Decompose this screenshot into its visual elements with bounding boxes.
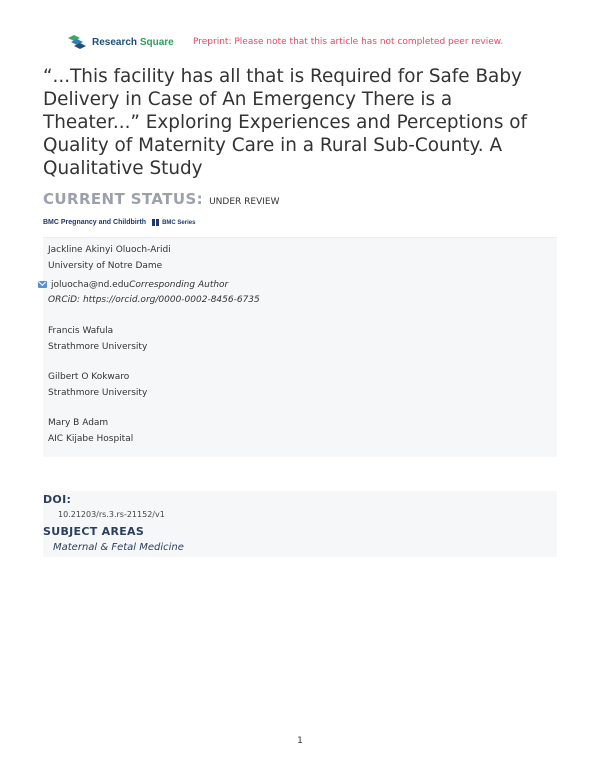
mail-icon	[38, 281, 47, 288]
author-entry	[48, 323, 147, 355]
title-line: Quality of Maternity Care in a Rural Sub-County. A	[43, 135, 503, 156]
research-square-logo-icon	[67, 34, 89, 50]
title-line: Delivery in Case of An Emergency There is a	[43, 89, 453, 110]
author-name: Francis Wafula	[48, 326, 114, 336]
author-name: Mary B Adam	[48, 418, 109, 428]
title-line: Qualitative Study	[43, 158, 203, 179]
article-title	[43, 65, 563, 180]
page-header	[67, 34, 547, 52]
bmc-series-icon	[152, 219, 160, 226]
status-label: CURRENT STATUS:	[43, 190, 204, 208]
corresponding-contact	[38, 278, 260, 308]
orcid-link[interactable]: ORCiD: https://orcid.org/0000-0002-8456-6735	[48, 295, 260, 305]
current-status	[43, 190, 279, 208]
page-number: 1	[297, 736, 303, 746]
doi-link[interactable]: 10.21203/rs.3.rs-21152/v1	[58, 510, 165, 519]
corresponding-author-label: Corresponding Author	[129, 280, 229, 290]
subject-areas-label: SUBJECT AREAS	[43, 525, 145, 538]
journal-series: BMC Series	[162, 219, 196, 226]
author-email[interactable]: joluocha@nd.edu	[51, 280, 130, 290]
author-affiliation: Strathmore University	[48, 342, 148, 352]
subject-area-link[interactable]: Maternal & Fetal Medicine	[53, 542, 184, 553]
author-affiliation: AIC Kijabe Hospital	[48, 434, 134, 444]
preprint-notice: Preprint: Please note that this article has not completed peer review.	[193, 37, 504, 47]
journal-name: BMC Pregnancy and Childbirth	[43, 219, 147, 226]
author-entry	[48, 242, 171, 274]
status-value: UNDER REVIEW	[209, 197, 280, 207]
title-line: “...This facility has all that is Required for Safe Baby	[43, 66, 522, 87]
title-line: Theater...” Exploring Experiences and Perceptions of	[43, 112, 527, 133]
author-name: Jackline Akinyi Oluoch-Aridi	[48, 245, 171, 255]
author-name: Gilbert O Kokwaro	[48, 372, 130, 382]
journal-banner[interactable]	[43, 219, 195, 226]
metadata-panel	[43, 491, 557, 557]
doi-label: DOI:	[43, 493, 72, 506]
research-square-logo[interactable]	[67, 34, 174, 50]
author-affiliation: Strathmore University	[48, 388, 148, 398]
authors-panel	[43, 237, 557, 457]
author-entry	[48, 369, 147, 401]
author-affiliation: University of Notre Dame	[48, 261, 163, 271]
author-entry	[48, 415, 133, 447]
research-square-wordmark: Research Square	[92, 36, 174, 48]
